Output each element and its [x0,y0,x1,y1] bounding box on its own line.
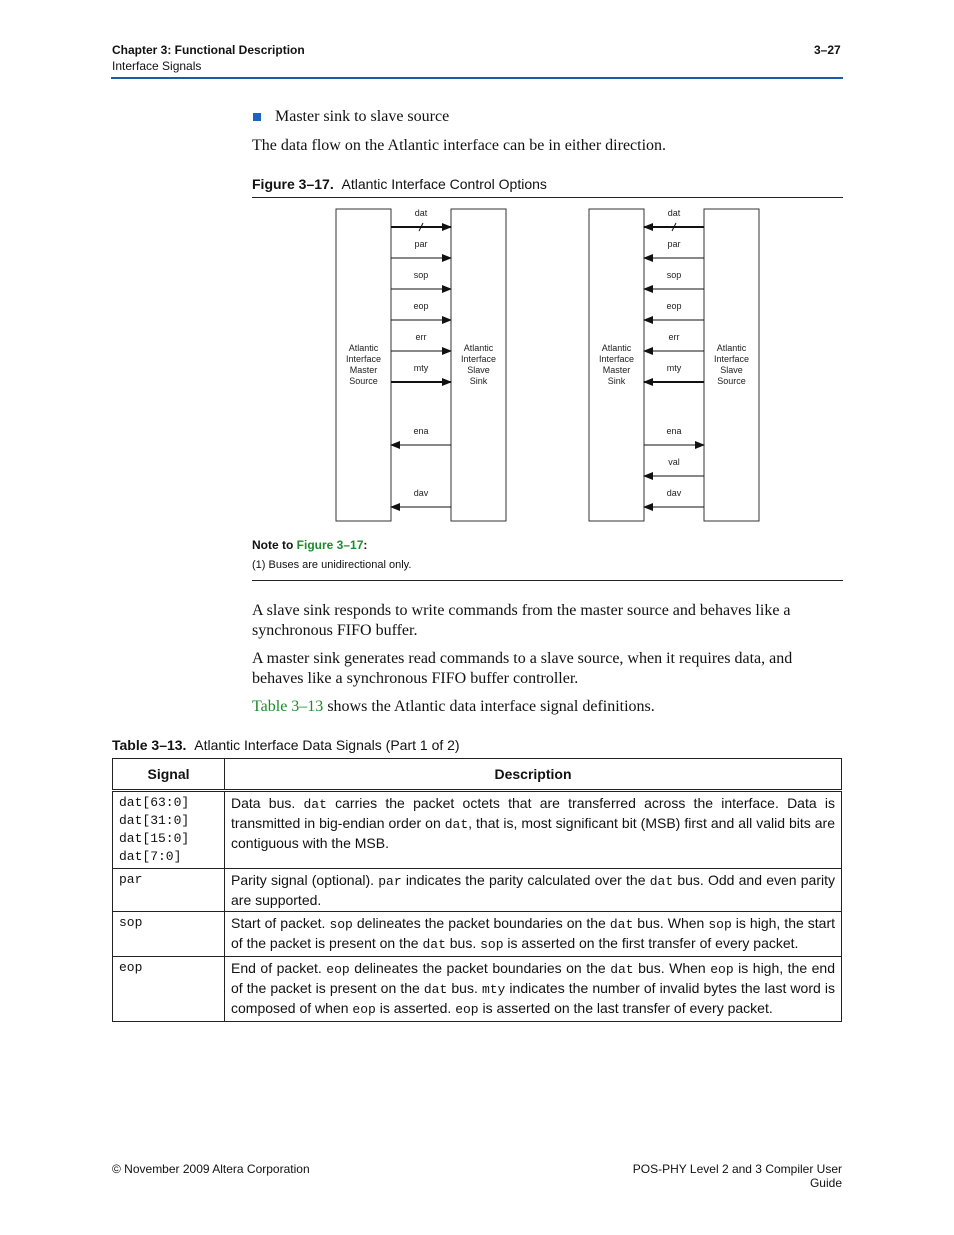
code-term: dat [609,917,634,932]
description-text: carries the packet octets that are transferred across the interface. Data is transmitted in big-endian order on [231,795,835,831]
header-rule [111,77,843,79]
signal-label: mty [666,363,682,373]
master-label-line: Atlantic [348,343,379,353]
description-text: bus. When [633,960,711,976]
table-label: Table 3–13. [112,737,187,753]
description-text: Start of packet. [231,915,330,931]
code-term: par [378,874,402,889]
bullet-square-icon [253,113,261,121]
header-chapter: Chapter 3: Functional Description [112,43,305,57]
slave-label-line: Atlantic [463,343,494,353]
signal-label: sop [413,270,429,280]
note-suffix: : [363,538,368,552]
signal-label: par [414,239,428,249]
signal-name: eop [119,960,143,975]
table-body [113,791,842,1022]
master-label-line: Source [349,376,378,386]
signal-name: par [119,872,143,887]
description-cell [225,957,842,1022]
diagram-right [589,208,759,521]
signal-label: eop [666,301,682,311]
atlantic-interface-diagram [252,200,844,530]
description-text: End of packet. [231,960,327,976]
page-number: 3–27 [814,43,841,57]
signal-label: eop [413,301,429,311]
note-title [252,538,367,552]
description-text: is high, the start of the packet is present on the [231,915,836,951]
figure-caption [252,176,547,192]
slave-label-line: Slave [720,365,743,375]
figure-title: Atlantic Interface Control Options [341,176,547,192]
description-text: bus. Odd and even parity are supported. [231,872,835,908]
description-text: indicates the number of invalid bytes the last word is composed of when [231,980,835,1016]
table-title: Atlantic Interface Data Signals (Part 1 of 2) [194,737,460,753]
table-caption [112,737,460,753]
description-text: is asserted on the first transfer of every packet. [503,935,799,951]
description-text: bus. [445,935,481,951]
signal-cell [113,869,225,912]
footer-left: © November 2009 Altera Corporation [112,1162,310,1176]
signal-label: mty [413,363,429,373]
description-text: Parity signal (optional). [231,872,379,888]
bullet-text: Master sink to slave source [275,108,450,125]
description-text: is asserted. [375,1000,456,1016]
master-label-line: Master [602,365,631,375]
signal-label: ena [413,426,429,436]
master-label-line: Interface [345,354,382,364]
table-row [113,912,842,957]
table-link[interactable]: Table 3–13 [252,698,324,715]
signal-label: val [668,457,680,467]
signal-label: dat [667,208,681,218]
code-term: eop [710,962,734,977]
note-item: (1) Buses are unidirectional only. [252,559,412,571]
description-text: delineates the packet boundaries on the [352,915,610,931]
code-term: sop [329,917,353,932]
signal-label: par [667,239,681,249]
description-text: is high, the end of the packet is present on the [231,960,835,996]
code-term: eop [326,962,350,977]
signal-name: sop [119,915,143,930]
note-bottom-rule [252,580,843,581]
signal-cell [113,957,225,1022]
master-label-line: Atlantic [601,343,632,353]
code-term: dat [444,817,469,832]
paragraph-slave-sink: A slave sink responds to write commands from the master source and behaves like a synchronous FIFO buffer. [252,602,791,639]
code-term: eop [352,1002,376,1017]
header-description: Description [225,759,842,791]
table-row [113,791,842,869]
code-term: sop [480,937,504,952]
signals-table [112,758,842,1022]
signal-label: dav [666,488,682,498]
slave-label-line: Source [717,376,746,386]
signal-label: dat [414,208,428,218]
description-cell [225,912,842,957]
description-cell [225,869,842,912]
description-text: indicates the parity calculated over the [401,872,650,888]
description-text: bus. [447,980,482,996]
slave-label-line: Interface [713,354,750,364]
description-cell [225,791,842,869]
slave-label-line: Interface [460,354,497,364]
signal-label: ena [666,426,682,436]
paragraph-data-flow: The data flow on the Atlantic interface can be in either direction. [252,137,667,154]
description-text: delineates the packet boundaries on the [349,960,611,976]
diagram-left [336,208,506,521]
signal-label: dav [413,488,429,498]
code-term: sop [708,917,732,932]
master-label-line: Sink [607,376,626,386]
slave-label-line: Slave [467,365,490,375]
table-header-row [113,759,842,791]
code-term: dat [649,874,674,889]
signal-cell [113,791,225,869]
paragraph-table-reference [252,697,844,717]
description-text: is asserted on the last transfer of every packet. [478,1000,773,1016]
code-term: eop [455,1002,479,1017]
table-ref-text: shows the Atlantic data interface signal definitions. [323,698,655,715]
description-text: Data bus. [231,795,304,811]
description-text: bus. When [633,915,709,931]
slave-label-line: Atlantic [716,343,747,353]
signal-cell [113,912,225,957]
signal-label: err [668,332,680,342]
signal-name: dat[7:0] [119,849,182,864]
note-figure-link[interactable]: Figure 3–17 [296,538,364,552]
header-signal: Signal [113,759,225,791]
signal-name: dat[31:0] [119,813,190,828]
master-label-line: Master [349,365,378,375]
signal-label: sop [666,270,682,280]
footer-right: POS-PHY Level 2 and 3 Compiler User Guide [632,1162,842,1190]
paragraph-master-sink: A master sink generates read commands to a slave source, when it requires data, and behaves like a synchronous FIFO buffer controller. [252,650,793,687]
code-term: dat [610,962,634,977]
signal-name: dat[63:0] [119,795,190,810]
description-text: , that is, most significant bit (MSB) first and all valid bits are contiguous with the MSB. [231,815,835,851]
slave-label-line: Sink [469,376,488,386]
code-term: dat [303,797,327,812]
table-row [113,957,842,1022]
header-section: Interface Signals [112,59,202,73]
code-term: mty [481,982,506,997]
figure-top-rule [252,197,843,198]
signal-label: err [415,332,427,342]
table-row [113,869,842,912]
signal-name: dat[15:0] [119,831,190,846]
master-label-line: Interface [598,354,635,364]
figure-label: Figure 3–17. [252,176,334,192]
code-term: dat [423,982,448,997]
code-term: dat [422,937,446,952]
note-prefix: Note to [252,538,297,552]
